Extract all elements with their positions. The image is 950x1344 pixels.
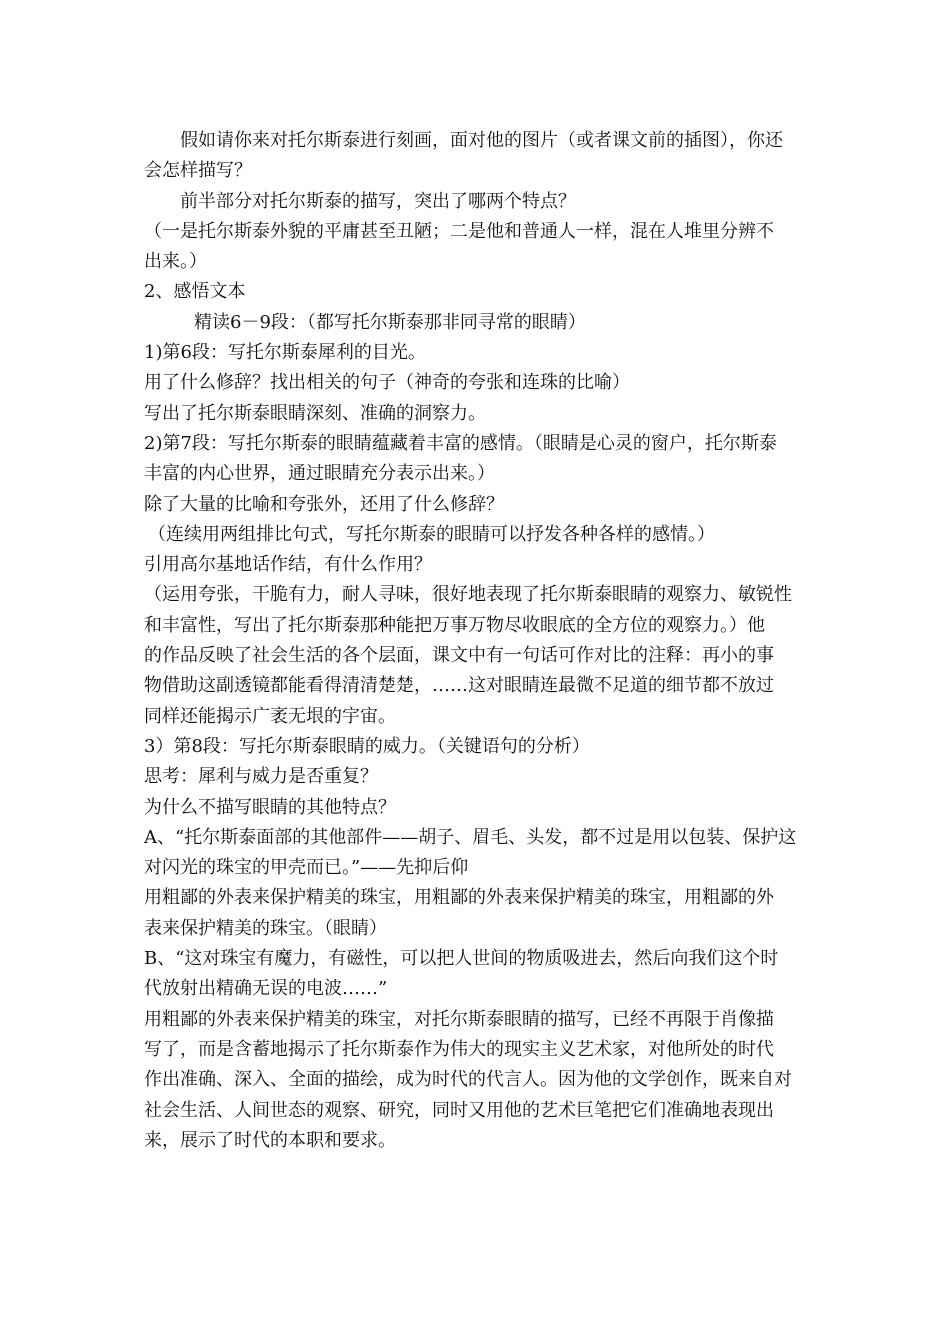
paragraph-line: 用了什么修辞？找出相关的句子（神奇的夸张和连珠的比喻）: [144, 372, 630, 394]
paragraph-line: 用粗鄙的外表来保护精美的珠宝，用粗鄙的外表来保护精美的珠宝，用粗鄙的外: [144, 887, 774, 909]
paragraph-line: 作出准确、深入、全面的描绘，成为时代的代言人。因为他的文学创作，既来自对: [144, 1069, 792, 1091]
paragraph-line: 的作品反映了社会生活的各个层面，课文中有一句话可作对比的注释：再小的事: [144, 645, 774, 667]
paragraph-line: 精读6－9段：（都写托尔斯泰那非同寻常的眼睛）: [194, 311, 586, 333]
section-heading: 2、感悟文本: [144, 281, 246, 303]
paragraph-line: 写出了托尔斯泰眼睛深刻、准确的洞察力。: [144, 402, 486, 424]
paragraph-line: 丰富的内心世界，通过眼睛充分表示出来。）: [144, 463, 495, 485]
document-body: [144, 126, 810, 1156]
paragraph-line: 假如请你来对托尔斯泰进行刻画，面对他的图片（或者课文前的插图），你还: [180, 130, 783, 151]
paragraph-line: 表来保护精美的珠宝。（眼睛）: [144, 917, 387, 939]
paragraph-line: 出来。）: [144, 251, 207, 273]
paragraph-line: 来，展示了时代的本职和要求。: [144, 1129, 396, 1151]
paragraph-line: 社会生活、人间世态的观察、研究，同时又用他的艺术巨笔把它们准确地表现出: [144, 1099, 774, 1121]
paragraph-line: 写了，而是含蓄地揭示了托尔斯泰作为伟大的现实主义艺术家，对他所处的时代: [144, 1038, 774, 1060]
paragraph-line: 对闪光的珠宝的甲壳而已。”——先抑后仰: [144, 857, 469, 879]
paragraph-line: 物借助这副透镜都能看得清清楚楚，……这对眼睛连最微不足道的细节都不放过: [144, 675, 774, 697]
paragraph-line: 除了大量的比喻和夸张外，还用了什么修辞？: [144, 493, 504, 515]
paragraph-line: （连续用两组排比句式，写托尔斯泰的眼睛可以抒发各种各样的感情。）: [148, 523, 715, 545]
paragraph-line: 引用高尔基地话作结，有什么作用？: [144, 554, 432, 576]
paragraph-line: （运用夸张，干脆有力，耐人寻味，很好地表现了托尔斯泰眼睛的观察力、敏锐性: [144, 584, 792, 606]
paragraph-line: 同样还能揭示广袤无垠的宇宙。: [144, 705, 396, 727]
paragraph-line: 代放射出精确无误的电波……”: [144, 978, 388, 1000]
paragraph-line: 为什么不描写眼睛的其他特点？: [144, 796, 396, 818]
paragraph-line: 思考：犀利与威力是否重复？: [144, 766, 378, 788]
paragraph-line: 3）第8段：写托尔斯泰眼睛的威力。（关键语句的分析）: [144, 735, 590, 757]
paragraph-line: 用粗鄙的外表来保护精美的珠宝，对托尔斯泰眼睛的描写，已经不再限于肖像描: [144, 1008, 774, 1030]
paragraph-line: 前半部分对托尔斯泰的描写，突出了哪两个特点？: [180, 190, 576, 212]
paragraph-line: （一是托尔斯泰外貌的平庸甚至丑陋；二是他和普通人一样，混在人堆里分辨不: [144, 220, 774, 242]
paragraph-line: B、“这对珠宝有魔力，有磁性，可以把人世间的物质吸进去，然后向我们这个时: [144, 948, 779, 970]
paragraph-line: 2)第7段：写托尔斯泰的眼睛蕴藏着丰富的感情。（眼睛是心灵的窗户，托尔斯泰: [144, 432, 777, 454]
paragraph-line: 1)第6段：写托尔斯泰犀利的目光。: [144, 342, 426, 364]
paragraph-line: A、“托尔斯泰面部的其他部件——胡子、眉毛、头发，都不过是用以包装、保护这: [144, 826, 797, 848]
paragraph-line: 和丰富性，写出了托尔斯泰那种能把万事万物尽收眼底的全方位的观察力。）他: [144, 614, 765, 636]
paragraph-line: 会怎样描写？: [144, 160, 252, 182]
